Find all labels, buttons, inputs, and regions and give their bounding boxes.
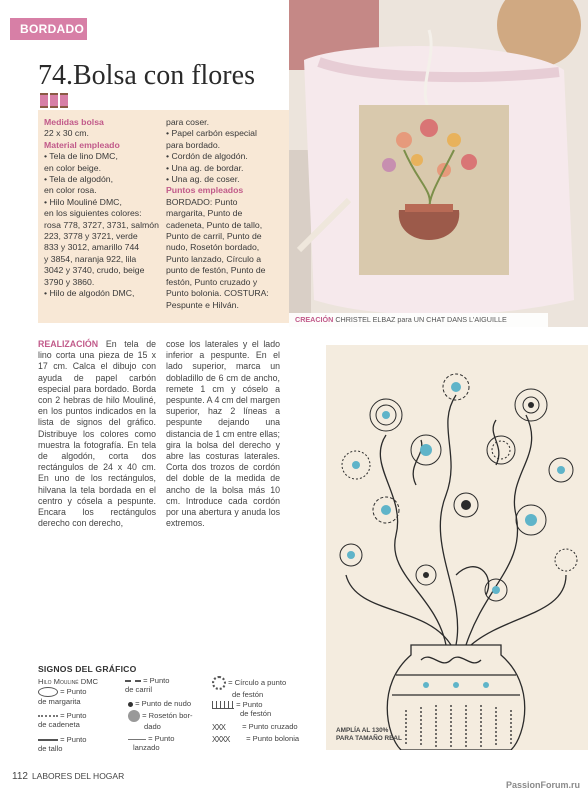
nudo-stitch-icon: [128, 702, 133, 707]
materials-line: para bordado.: [166, 139, 221, 150]
instructions-column-1: [38, 339, 156, 529]
margarita-stitch-icon: [38, 687, 58, 697]
instructions-column-2: [166, 339, 280, 529]
materials-line: en color rosa.: [44, 185, 97, 196]
roseton-stitch-icon: [128, 710, 140, 722]
legend-cruzado: = Punto cruzado: [242, 722, 298, 731]
legend-nudo: = Punto de nudo: [135, 699, 192, 708]
bag-photo-illustration: [289, 0, 588, 327]
legend-item-carril: [125, 676, 170, 694]
pattern-vase: [387, 645, 525, 750]
section-tag: BORDADO: [10, 18, 87, 40]
instructions-lead: REALIZACIÓN: [38, 339, 99, 349]
legend-roseton-l2: dado: [144, 722, 161, 731]
materials-line: 3042 y 3740, crudo, beige: [44, 265, 145, 276]
scale-note: [336, 727, 402, 743]
materials-line: festón, Punto cruzado y: [166, 276, 258, 287]
feston-stitch-icon: [212, 701, 234, 709]
legend-bolonia: = Punto bolonia: [246, 734, 300, 743]
materials-column-2: [166, 117, 286, 311]
pattern-drawing: [326, 345, 588, 750]
materials-line: 3790 y 3860.: [44, 276, 95, 287]
legend-item-bolonia: [212, 734, 299, 744]
page-number: 112: [12, 771, 28, 782]
lanzado-stitch-icon: [128, 739, 146, 740]
cruzado-stitch-icon: XXX: [212, 722, 226, 732]
embroidery-pattern: [326, 345, 588, 750]
materials-line: • Tela de algodón,: [44, 174, 114, 185]
legend-item-cruzado: [212, 722, 298, 732]
credit-text: CHRISTEL ELBAZ para UN CHAT DANS L'AIGUILLE: [335, 315, 507, 324]
materials-line: y 3854, naranja 922, lila: [44, 253, 137, 264]
page-title: 74.Bolsa con flores: [38, 60, 255, 91]
materials-line: • Una ag. de bordar.: [166, 162, 244, 173]
magazine-name: LABORES DEL HOGAR: [31, 771, 125, 781]
scale-note-line-2: PARA TAMAÑO REAL: [336, 735, 402, 742]
materials-line: • Cordón de algodón.: [166, 151, 248, 162]
legend-feston-l1: = Punto: [236, 700, 263, 709]
materials-line: 833 y 3012, amarillo 744: [44, 242, 140, 253]
materials-line: • Tela de lino DMC,: [44, 151, 118, 162]
watermark: PassionForum.ru: [505, 780, 580, 790]
spool-icon: [40, 93, 48, 108]
legend-subtitle: Hilo Mouliné DMC: [38, 677, 98, 686]
page-footer: [12, 771, 124, 782]
legend-margarita-l2: de margarita: [38, 697, 81, 706]
materials-line: Pespunte e Hilván.: [166, 299, 239, 310]
spool-icon: [60, 93, 68, 108]
scale-note-line-1: AMPLÍA AL 130%: [336, 727, 389, 734]
legend-tallo-l2: de tallo: [38, 744, 63, 753]
materials-line: BORDADO: Punto: [166, 196, 238, 207]
materials-heading: Material empleado: [44, 139, 120, 150]
materials-line: para coser.: [166, 117, 209, 127]
legend-item-circulo: [212, 676, 286, 699]
legend-lanzado-l2: lanzado: [133, 743, 160, 752]
materials-line: Punto de carril, Punto de: [166, 231, 262, 242]
legend-circulo-l1: = Círculo a punto: [228, 678, 287, 687]
legend-cadeneta-l1: = Punto: [60, 711, 87, 720]
pattern-flowers: [340, 374, 577, 601]
photo-credit: [289, 313, 548, 327]
legend-circulo-l2: de festón: [232, 690, 264, 699]
legend-item-lanzado: [128, 734, 175, 752]
materials-line: • Papel carbón especial: [166, 128, 257, 139]
bolonia-stitch-icon: XXXX: [212, 734, 230, 744]
materials-line: punto de festón, Punto de: [166, 265, 266, 276]
legend-item-roseton: [128, 710, 193, 731]
materials-line: • Una ag. de coser.: [166, 174, 240, 185]
materials-line: • Hilo de algodón DMC,: [44, 288, 135, 299]
materials-line: Punto bolonia. COSTURA:: [166, 288, 269, 299]
cadeneta-stitch-icon: [38, 715, 58, 717]
legend-carril-l1: = Punto: [143, 676, 170, 685]
materials-heading: Puntos empleados: [166, 185, 244, 196]
materials-column-1: [44, 117, 162, 300]
credit-label: CREACIÓN: [295, 315, 334, 324]
instructions-text-1: En tela de lino corta una pieza de 15 x 17 cm. Calca el dibujo con ayuda de papel carbón especial para bordado. Borda con 2 hebras de hilo Mouliné, en los puntos indicados en la lista de signos del gráfico. Distribuye los colores como muestra la fotografía. En tela de algodón, corta dos rectángulos de 24 x 40 cm. En uno de los rectángulos, hilvana la tela bordada en el centro y cósela a pespunte. Encara los rectángulos derecho con derecho,: [38, 339, 156, 529]
materials-line: 22 x 30 cm.: [44, 128, 89, 139]
legend-item-margarita: [38, 687, 87, 706]
materials-line: margarita, Punto de: [166, 208, 243, 219]
legend-roseton-l1: = Rosetón bor-: [142, 711, 193, 720]
carril-stitch-icon: [125, 680, 141, 682]
materials-line: • Hilo Mouliné DMC,: [44, 196, 122, 207]
spool-icon: [50, 93, 58, 108]
legend-title: SIGNOS DEL GRÁFICO: [38, 664, 137, 674]
legend-tallo-l1: = Punto: [60, 735, 87, 744]
materials-line: en color beige.: [44, 162, 101, 173]
legend-feston-l2: de festón: [240, 709, 272, 718]
materials-line: nudo, Rosetón bordado,: [166, 242, 260, 253]
materials-line: 223, 3778 y 3721, verde: [44, 231, 138, 242]
product-photo: [289, 0, 588, 327]
instructions-text-2: cose los laterales y el lado inferior a pespunte. En el lado superior, marca un dobladillo de 6 cm de ancho, remete 1 cm y cóselo a pespunte. A 4 cm del margen superior, haz 2 líneas a pespunte dejando una distancia de 1 cm entre ellas; gira la bolsa del derecho y abre las costuras laterales. Corta dos trozos de cordón del doble de la medida de ancho de la bolsa más 10 cm. Introduce cada cordón por una abertura y anuda los extremos.: [166, 339, 280, 529]
materials-line: en los siguientes colores:: [44, 208, 142, 219]
legend-margarita-l1: = Punto: [60, 687, 87, 696]
legend-item-cadeneta: [38, 711, 87, 729]
legend-item-tallo: [38, 735, 87, 753]
legend-item-nudo: [128, 699, 191, 708]
legend-cadeneta-l2: de cadeneta: [38, 720, 80, 729]
tallo-stitch-icon: [38, 739, 58, 741]
materials-box: [38, 110, 290, 323]
spool-icons: [40, 93, 68, 108]
materials-line: Punto lanzado, Círculo a: [166, 253, 262, 264]
materials-line: rosa 778, 3727, 3731, salmón: [44, 219, 159, 230]
legend-item-feston: [212, 700, 271, 718]
circulo-feston-stitch-icon: [212, 676, 226, 690]
materials-line: cadeneta, Punto de tallo,: [166, 219, 263, 230]
legend-lanzado-l1: = Punto: [148, 734, 175, 743]
legend-carril-l2: de carril: [125, 685, 153, 694]
materials-heading: Medidas bolsa: [44, 117, 104, 127]
